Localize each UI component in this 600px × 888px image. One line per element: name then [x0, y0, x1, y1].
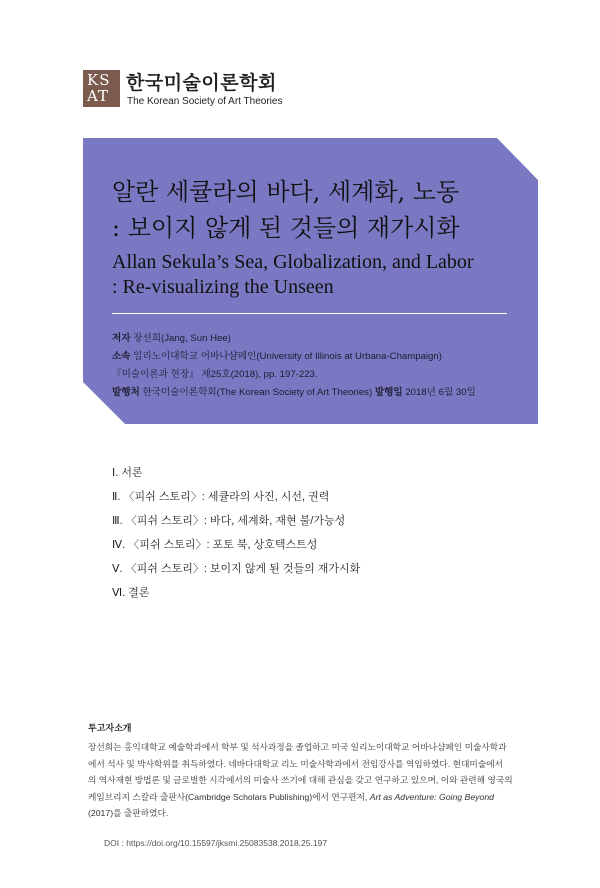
affiliation-label: 소속: [112, 351, 131, 362]
author-intro-heading: 투고자소개: [88, 723, 132, 733]
author-intro-line: (2017)를 출판하였다.: [88, 808, 169, 818]
publisher-label: 발행처: [112, 387, 140, 398]
author-intro-line: 의 역사재현 방법론 및 글로벌한 시각에서의 미술사 쓰기에 대해 관심을 갖고 연구하고 있으며, 이와 관련해 영국의: [88, 775, 513, 785]
title-divider: [112, 313, 507, 314]
english-title-line2: : Re-visualizing the Unseen: [112, 276, 334, 298]
korean-title-line1: 알란 세큘라의 바다, 세계화, 노동: [112, 178, 460, 206]
author-intro-body: [88, 739, 520, 822]
author-value: 장선희(Jang, Sun Hee): [133, 333, 231, 344]
ksat-logo: [83, 70, 120, 107]
affiliation-line: [112, 348, 442, 362]
toc-item: Ⅴ. 〈피쉬 스토리〉: 보이지 않게 된 것들의 재가시화: [112, 563, 361, 575]
english-title: [112, 250, 474, 300]
toc-item: Ⅱ. 〈피쉬 스토리〉: 세큘라의 사진, 시선, 권력: [112, 491, 330, 503]
date-label: 발행일: [374, 387, 403, 398]
author-line: [112, 330, 231, 344]
publisher-value: 한국미술이론학회(The Korean Society of Art Theories): [142, 387, 373, 398]
table-of-contents: [112, 465, 360, 609]
korean-title-line2: : 보이지 않게 된 것들의 재가시화: [112, 214, 460, 242]
toc-item: Ⅲ. 〈피쉬 스토리〉: 바다, 세계화, 재현 불/가능성: [112, 515, 346, 527]
author-intro-line: 장선희는 홍익대학교 예술학과에서 학부 및 석사과정을 졸업하고 미국 일리노이대학교 어바나샴페인 미술사학과: [88, 742, 507, 752]
society-name-en: The Korean Society of Art Theories: [127, 96, 283, 107]
citation-line: 『미술이론과 현장』 제25호(2018), pp. 197-223.: [112, 369, 318, 380]
author-label: 저자: [112, 333, 131, 344]
toc-item: Ⅵ. 결론: [112, 587, 150, 599]
date-value: 2018년 6월 30일: [405, 387, 476, 398]
author-intro-text: 케임브리지 스칼라 출판사(Cambridge Scholars Publishing)에서 연구편저,: [88, 791, 370, 802]
english-title-line1: Allan Sekula’s Sea, Globalization, and Labor: [112, 251, 474, 273]
book-title: Art as Adventure: Going Beyond: [369, 791, 495, 802]
logo-mark-line1: KS: [87, 71, 111, 89]
toc-item: Ⅰ. 서론: [112, 467, 143, 479]
toc-item: Ⅳ. 〈피쉬 스토리〉: 포토 북, 상호텍스트성: [112, 539, 318, 551]
affiliation-value: 일리노이대학교 어바나샴페인(University of Illinois at Urbana-Champaign): [133, 351, 442, 362]
logo-mark-line2: AT: [87, 87, 110, 105]
publication-line: [112, 384, 476, 398]
doi-link[interactable]: DOI : https://doi.org/10.15597/jksmi.25083538.2018.25.197: [104, 838, 328, 848]
society-name: 한국미술이론학회: [126, 72, 277, 94]
author-intro-line: [88, 789, 520, 806]
korean-title: [112, 174, 460, 246]
author-intro-line: 에서 석사 및 박사학위를 취득하였다. 네바다대학교 리노 미술사학과에서 전임강사를 역임하였다. 현대미술에서: [88, 758, 504, 769]
